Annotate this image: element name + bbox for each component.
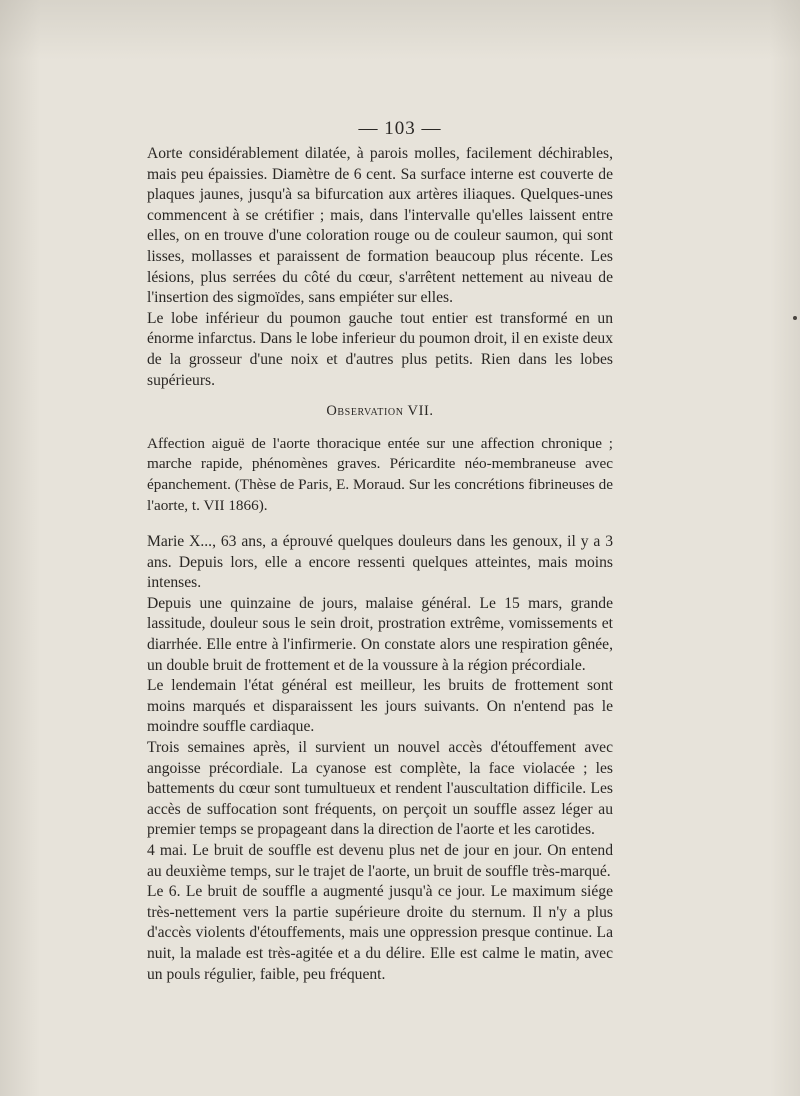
paragraph: Le 6. Le bruit de souffle a augmenté jusqu'à ce jour. Le maximum siége très-nettement vers la partie supérieure droite du sternum. Il n'y a plus d'accès violents d'étouffements, mais une oppression presque continue. La nuit, la malade est très-agitée et a du délire. Elle est calme le matin, avec un pouls régulier, faible, peu fréquent.	[147, 883, 613, 983]
body-text	[147, 144, 613, 985]
section-heading: Observation VII.	[326, 403, 434, 420]
paragraph: Depuis une quinzaine de jours, malaise général. Le 15 mars, grande lassitude, douleur sous le sein droit, prostration extrême, vomissements et diarrhée. Elle entre à l'infirmerie. On constate alors une respiration gênée, un double bruit de frottement et de la voussure à la région précordiale.	[147, 594, 613, 674]
page-number: — 103 —	[358, 118, 442, 139]
paragraph: Aorte considérablement dilatée, à parois molles, facilement déchirables, mais peu épaissies. Diamètre de 6 cent. Sa surface interne est couverte de plaques jaunes, jusqu'à sa bifurcation aux artères iliaques. Quelques-unes commencent à se crétifier ; mais, dans l'intervalle qu'elles laissent entre elles, on en trouve d'une coloration rouge ou de couleur saumon, qui sont lisses, mollasses et paraissent de formation beaucoup plus récente. Les lésions, plus serrées du côté du cœur, s'arrêtent nettement au niveau de l'insertion des sigmoïdes, sans empiéter sur elles.	[147, 145, 613, 307]
paragraph: Le lendemain l'état général est meilleur, les bruits de frottement sont moins marqués et disparaissent les jours suivants. On n'entend pas le moindre souffle cardiaque.	[147, 677, 613, 736]
paragraph: Trois semaines après, il survient un nouvel accès d'étouffement avec angoisse précordiale. La cyanose est complète, la face violacée ; les battements du cœur sont tumultueux et rendent l'auscultation difficile. Les accès de suffocation sont fréquents, on perçoit un souffle assez léger au premier temps se propageant dans la direction de l'aorte et les carotides.	[147, 739, 613, 839]
paragraph: 4 mai. Le bruit de souffle est devenu plus net de jour en jour. On entend au deuxième temps, sur le trajet de l'aorte, un bruit de souffle très-marqué.	[147, 842, 613, 880]
ink-speck	[793, 316, 797, 320]
paragraph: Le lobe inférieur du poumon gauche tout entier est transformé en un énorme infarctus. Dans le lobe inferieur du poumon droit, il en existe deux de la grosseur d'une noix et d'autres plus petits. Rien dans les lobes supérieurs.	[147, 309, 613, 389]
paragraph: Marie X..., 63 ans, a éprouvé quelques douleurs dans les genoux, il y a 3 ans. Depuis lors, elle a encore ressenti quelques atteintes, mais moins intenses.	[147, 533, 613, 592]
observation-summary: Affection aiguë de l'aorte thoracique entée sur une affection chronique ; marche rapide, phénomènes graves. Péricardite néo-membraneuse avec épanchement. (Thèse de Paris, E. Moraud. Sur les concrétions fibrineuses de l'aorte, t. VII 1866).	[147, 434, 613, 514]
